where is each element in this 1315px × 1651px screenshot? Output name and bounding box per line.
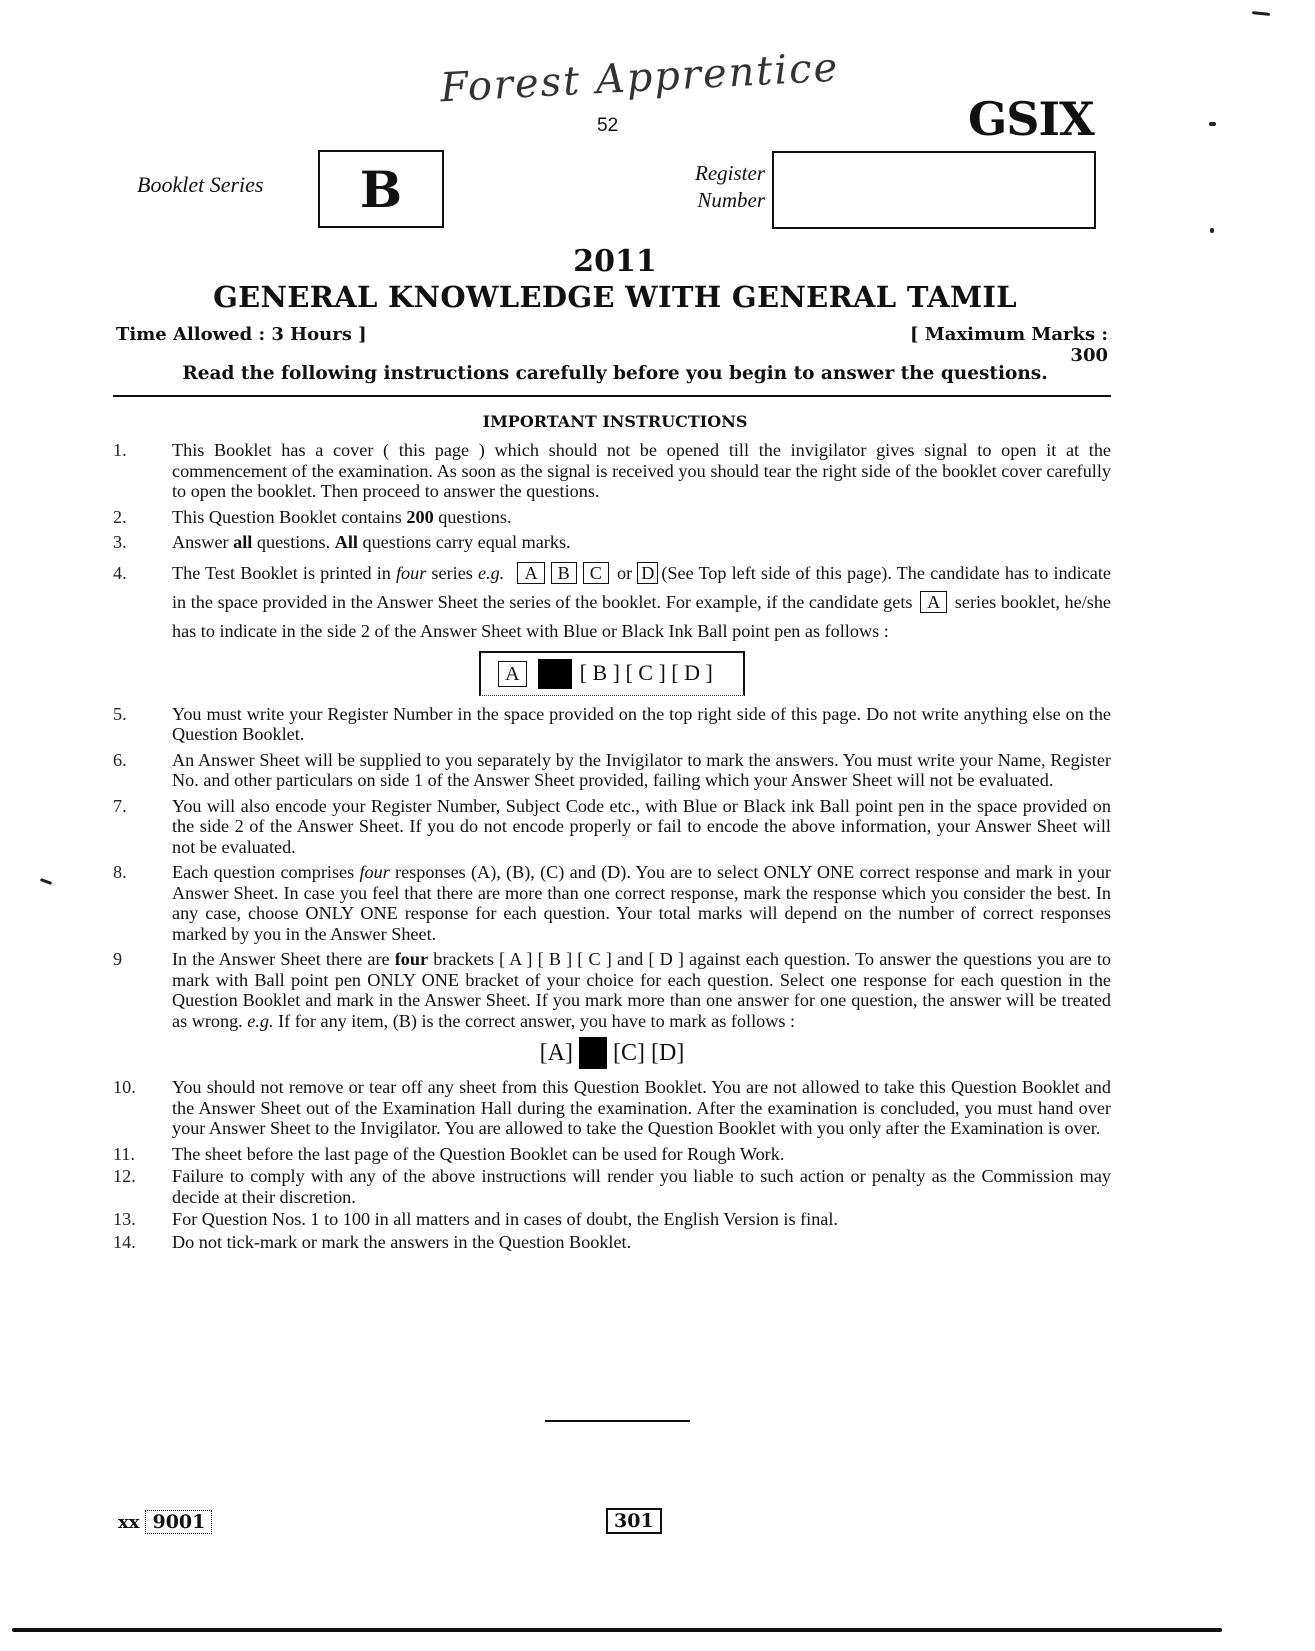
- instruction-item: [113, 1077, 1111, 1139]
- instruction-item: [113, 507, 1111, 528]
- item-number: 8.: [113, 862, 127, 882]
- series-box-a: A: [517, 562, 544, 584]
- example-series-box: A: [920, 591, 947, 613]
- bold-fragment: 200: [406, 506, 434, 527]
- bold-fragment: All: [334, 532, 358, 552]
- series-marking-example: [113, 651, 1111, 696]
- item-text: Do not tick-mark or mark the answers in the Question Booklet.: [172, 1231, 632, 1252]
- item-text: [172, 559, 1111, 646]
- exam-year: 2011: [573, 244, 657, 279]
- item-number: 12.: [113, 1166, 136, 1186]
- series-box-b: B: [551, 562, 577, 584]
- booklet-series-label: Booklet Series: [137, 172, 264, 197]
- horizontal-rule: [113, 395, 1111, 397]
- bold-fragment: all: [233, 532, 253, 552]
- text-fragment: responses (A), (B), (C) and (D). You are to select ONLY ONE correct response and mark in your Answer Sheet. In case you feel that there are more than one correct response, mark the response which you consider the best. In any case, choose ONLY ONE response for each question. Your total marks will depend on the number of correct responses marked by you in the Answer Sheet.: [172, 862, 1111, 944]
- item-text: [172, 507, 1111, 528]
- item-number: 6.: [113, 749, 127, 770]
- filled-bracket: [579, 1037, 607, 1069]
- instruction-item: [113, 532, 1111, 553]
- item-text: [172, 949, 1111, 1031]
- instruction-item: [113, 949, 1111, 1031]
- item-number: 1.: [113, 440, 127, 460]
- item-number: 14.: [113, 1231, 136, 1252]
- item-number: 2.: [113, 506, 127, 527]
- item-text: You will also encode your Register Number, Subject Code etc., with Blue or Black ink Ball point pen in the space provided on the side 2 of the Answer Sheet. If you do not encode properly or fail to encode the above information, your Answer Sheet will not be evaluated.: [172, 795, 1111, 857]
- item-number: 7.: [113, 795, 127, 816]
- italic-fragment: four: [359, 862, 390, 882]
- item-number: 10.: [113, 1077, 136, 1097]
- answer-marking-example: [113, 1037, 1111, 1069]
- instruction-item: [113, 559, 1111, 646]
- register-label-line2: Number: [697, 188, 765, 212]
- text-fragment: In the Answer Sheet there are: [172, 949, 395, 969]
- item-text: This Booklet has a cover ( this page ) which should not be opened till the invigilator gives signal to open it at the commencement of the examination. As soon as the signal is received you should tear the right side of the booklet cover carefully to open the booklet. Then proceed to answer the questions.: [172, 440, 1111, 501]
- scan-mark: [40, 878, 52, 885]
- register-label-line1: Register: [695, 161, 765, 185]
- instruction-item: [113, 796, 1111, 858]
- item-text: The sheet before the last page of the Question Booklet can be used for Rough Work.: [172, 1143, 785, 1164]
- scan-mark: [1252, 11, 1270, 16]
- item-text: For Question Nos. 1 to 100 in all matters and in cases of doubt, the English Version is final.: [172, 1209, 838, 1229]
- footer-page-number: 301: [606, 1508, 662, 1534]
- instruction-item: [113, 1144, 1111, 1165]
- handwritten-note: Forest Apprentice: [439, 44, 841, 112]
- text-fragment: questions.: [433, 506, 512, 527]
- instructions-heading: IMPORTANT INSTRUCTIONS: [482, 412, 748, 431]
- item-text: An Answer Sheet will be supplied to you separately by the Invigilator to mark the answers. You must write your Name, Register No. and other particulars on side 1 of the Answer Sheet provided, failing which your Answer Sheet will not be evaluated.: [172, 749, 1111, 790]
- booklet-series-box: [318, 150, 444, 228]
- example-bracket-a: [A]: [539, 1039, 573, 1066]
- text-fragment: series: [426, 562, 478, 583]
- booklet-series-value: B: [359, 159, 403, 219]
- italic-fragment: e.g.: [477, 562, 505, 583]
- read-instructions-notice: Read the following instructions carefully before you begin to answer the questions.: [182, 363, 1048, 384]
- instruction-item: [113, 750, 1111, 791]
- footer-prefix: xx: [118, 1511, 140, 1533]
- instruction-item: [113, 1166, 1111, 1207]
- register-number-label: [665, 160, 765, 214]
- instruction-item: [113, 1232, 1111, 1253]
- instruction-item: [113, 862, 1111, 944]
- item-text: You should not remove or tear off any sheet from this Question Booklet. You are not allowed to take this Question Booklet and the Answer Sheet out of the Examination Hall during the examination. After the examination is concluded, you must hand over your Answer Sheet to the Invigilator. You are allowed to take the Question Booklet with you only after the Examination is over.: [172, 1077, 1111, 1138]
- text-fragment: The Test Booklet is printed in: [172, 562, 396, 583]
- scan-mark: [1210, 228, 1214, 233]
- text-fragment: or: [616, 562, 633, 583]
- page-bottom-edge: [12, 1628, 1222, 1632]
- text-fragment: (See Top left side of this page). The candidate has to indicate in the space provided in the Answer Sheet the series of the booklet. For example, if the candidate gets: [172, 562, 1112, 612]
- bold-fragment: four: [394, 949, 429, 969]
- top-page-number: 52: [597, 115, 619, 136]
- footer-code: 9001: [145, 1510, 212, 1534]
- filled-bracket: [538, 659, 572, 689]
- instructions-list: [113, 440, 1111, 1257]
- end-divider: [545, 1420, 690, 1422]
- item-number: 3.: [113, 532, 127, 552]
- instruction-item: [113, 704, 1111, 745]
- instruction-item: [113, 440, 1111, 502]
- time-allowed: Time Allowed : 3 Hours ]: [116, 324, 367, 345]
- text-fragment: questions carry equal marks.: [357, 532, 571, 552]
- register-number-field[interactable]: [772, 151, 1096, 229]
- example-frame: [479, 651, 745, 696]
- italic-fragment: e.g.: [247, 1010, 274, 1031]
- maximum-marks: [ Maximum Marks : 300: [910, 324, 1108, 366]
- instruction-item: [113, 1209, 1111, 1230]
- series-box-c: C: [583, 562, 609, 584]
- text-fragment: This Question Booklet contains: [172, 506, 407, 527]
- example-remaining-brackets: [ B ] [ C ] [ D ]: [579, 660, 713, 686]
- text-fragment: brackets [ A ] [ B ] [ C ] and [ D ] against each question. To answer the questions you are to mark with Ball point pen ONLY ONE bracket of your choice for each question. Select one response for each question in the Question Booklet and mark in the Answer Sheet. If you mark more than one answer for one question, the answer will be treated as wrong.: [172, 949, 1111, 1031]
- text-fragment: Answer: [172, 532, 234, 552]
- paper-code: GSIX: [968, 92, 1094, 146]
- footer-code-group: [118, 1510, 212, 1534]
- series-box-d: D: [637, 562, 658, 584]
- item-text: [172, 862, 1111, 944]
- text-fragment: questions.: [252, 532, 335, 552]
- item-number: 11.: [113, 1143, 136, 1164]
- exam-title: GENERAL KNOWLEDGE WITH GENERAL TAMIL: [213, 280, 1017, 314]
- example-boxed-a: A: [498, 661, 526, 687]
- item-number: 5.: [113, 703, 127, 724]
- example-brackets-c-d: [C] [D]: [613, 1039, 685, 1066]
- item-number: 4.: [113, 562, 127, 583]
- item-number: 9: [113, 949, 123, 969]
- italic-fragment: four: [396, 562, 427, 583]
- item-text: You must write your Register Number in the space provided on the top right side of this page. Do not write anything else on the Question Booklet.: [172, 703, 1111, 744]
- item-text: Failure to comply with any of the above instructions will render you liable to such action or penalty as the Commission may decide at their discretion.: [172, 1166, 1111, 1207]
- text-fragment: series booklet, he/she has to indicate in the side 2 of the Answer Sheet with Blue or Black Ink Ball point pen as follows :: [172, 591, 1111, 641]
- text-fragment: If for any item, (B) is the correct answer, you have to mark as follows :: [273, 1010, 796, 1031]
- scan-mark: [1209, 122, 1216, 126]
- item-text: [172, 532, 1111, 553]
- text-fragment: Each question comprises: [172, 862, 360, 882]
- item-number: 13.: [113, 1209, 136, 1229]
